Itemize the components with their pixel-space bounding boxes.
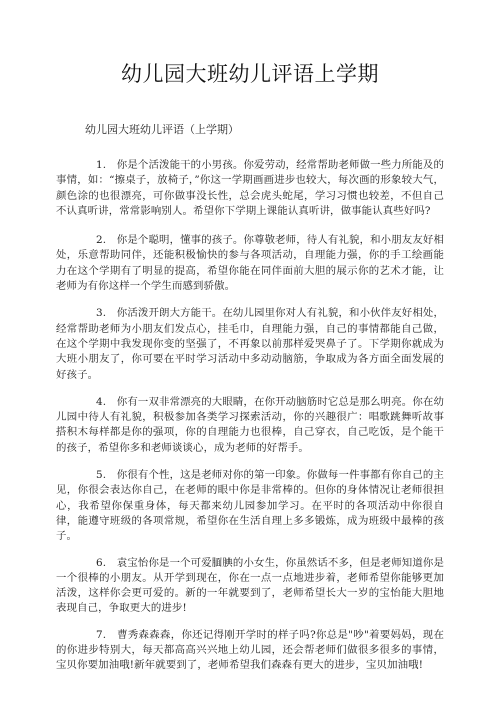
comment-paragraph-1: 1. 你是个活泼能干的小男孩。你爱劳动，经常帮助老师做一些力所能及的事情，如：“擦桌子，放椅子，”你这一学期画画进步也较大，每次画的形象较大气，颜色涂的也很漂亮，可你做事没长性，总会虎头蛇尾，学习习惯也较差，不但自己不认真听讲，常常影响别人。希望你下学期上课能认真听讲，做事能认真些好吗? [56,159,444,217]
comment-paragraph-4: 4. 你有一双非常漂亮的大眼睛，在你开动脑筋时它总是那么明亮。你在幼儿园中待人有礼貌，积极参加各类学习探索活动，你的兴趣很广：唱歌跳舞听故事搭积木每样都是你的强项，你的自理能力也很棒，自己穿衣，自己吃饭，是个能干的孩子，希望你多和老师谈谈心，成为老师的好帮手。 [56,395,444,454]
comment-paragraph-5: 5. 你很有个性，这是老师对你的第一印象。你做每一件事都有你自己的主见，你很会表达你自己，在老师的眼中你是非常棒的。但你的身体情况让老师很担心，我希望你保重身体，每天都来幼儿园参加学习。在平时的各项活动中你很自律，能遵守班级的各项常规，希望你在生活自理上多多锻炼，成为班级中最棒的孩子。 [56,469,444,543]
comment-paragraph-2: 2. 你是个聪明，懂事的孩子。你尊敬老师，待人有礼貌，和小朋友友好相处，乐意帮助同伴，还能积极愉快的参与各项活动，自理能力强，你的手工绘画能力在这个学期有了明显的提高，希望你能在同伴面前大胆的展示你的艺术才能，让老师为有你这样一个学生而感到骄傲。 [56,234,444,293]
document-subtitle: 幼儿园大班幼儿评语（上学期） [85,123,239,136]
comment-paragraph-6: 6. 袁宝怡你是一个可爱腼腆的小女生，你虽然话不多，但是老师知道你是一个很棒的小朋友。从开学到现在，你在一点一点地进步着，老师希望你能够更加活泼，这样你会更可爱的。新的一年就要到了，老师希望长大一岁的宝怡能大胆地表现自己，争取更大的进步! [56,556,444,615]
comment-paragraph-7: 7. 曹秀森森森，你还记得刚开学时的样子吗?你总是"吵"着要妈妈，现在的你进步特别大，每天都高高兴兴地上幼儿园，还会帮老师们做很多很多的事情，宝贝你要加油哦!新年就要到了，老师希望我们森森有更大的进步，宝贝加油哦! [56,628,444,672]
document-title: 幼儿园大班幼儿评语上学期 [121,62,379,86]
comment-paragraph-3: 3. 你活泼开朗大方能干。在幼儿园里你对人有礼貌，和小伙伴友好相处，经常帮助老师为小朋友们发点心，挂毛巾，自理能力强，自己的事情都能自己做，在这个学期中我发现你变的坚强了，不再象以前那样爱哭鼻子了。下学期你就成为大班小朋友了，你可要在平时学习活动中多动动脑筋，争取成为各方面全面发展的好孩子。 [56,307,444,381]
